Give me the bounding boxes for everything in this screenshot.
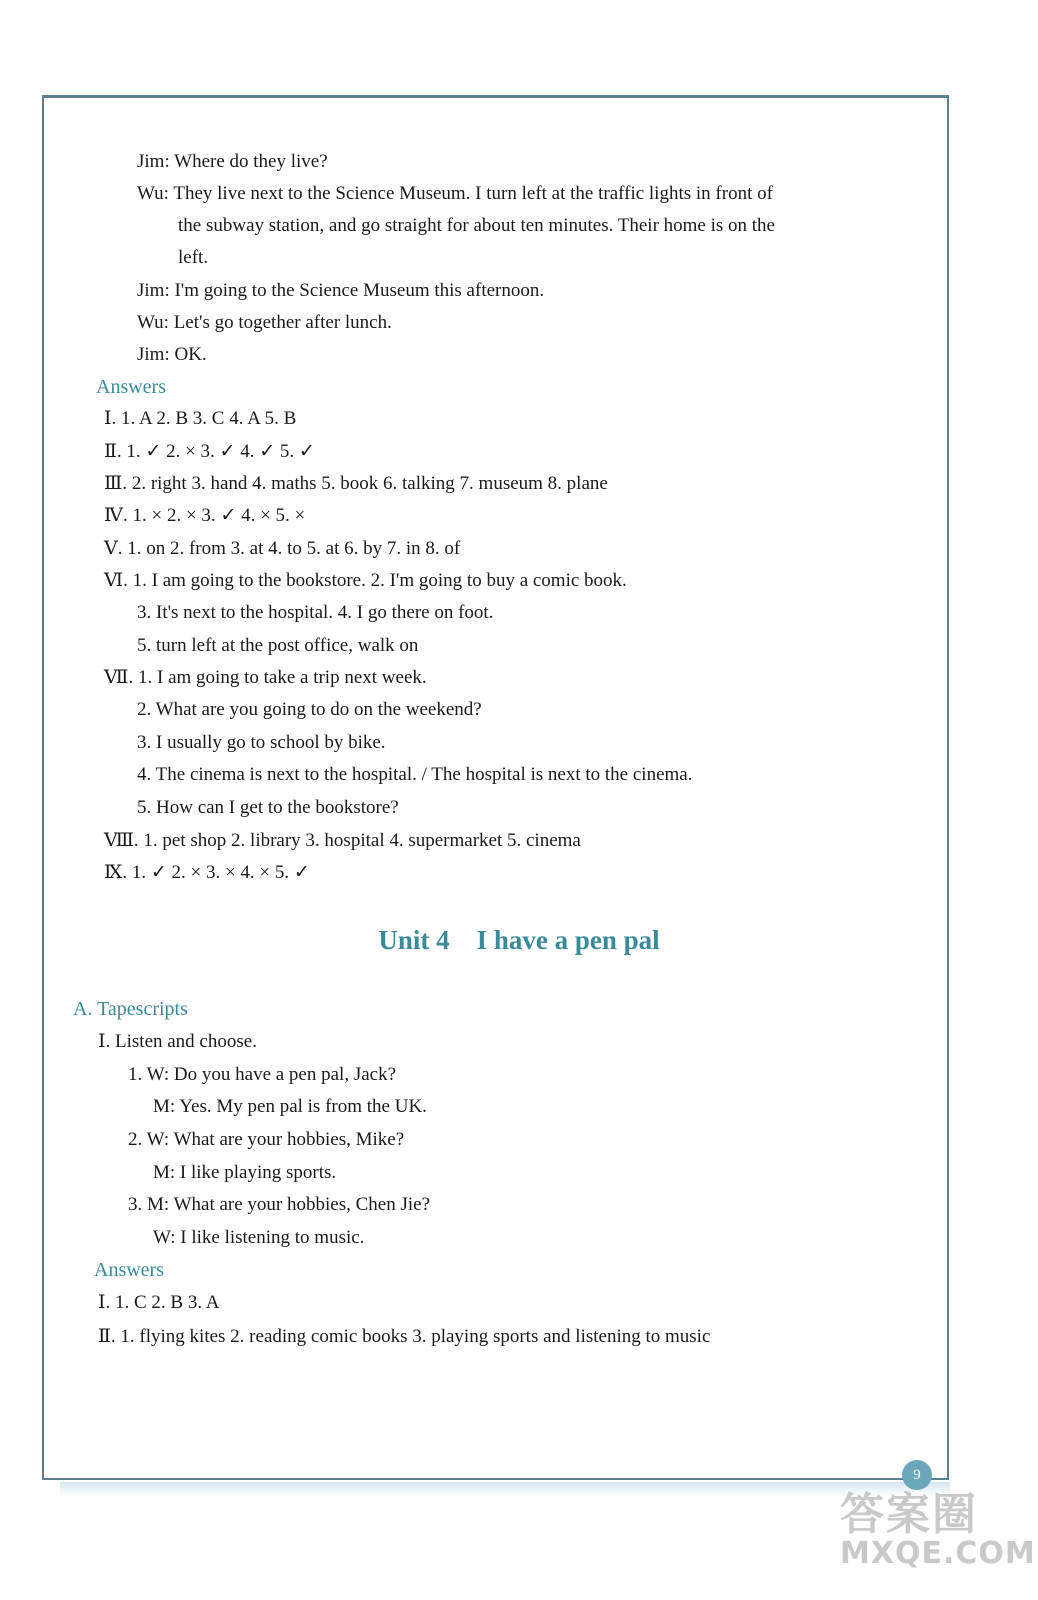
answer-line: 3. It's next to the hospital. 4. I go there on foot. — [137, 602, 494, 623]
tapescript-line: M: Yes. My pen pal is from the UK. — [153, 1096, 427, 1117]
page-shadow — [60, 1482, 950, 1496]
watermark — [840, 1478, 1036, 1571]
answer-line: Ⅱ. 1. flying kites 2. reading comic books 3. playing sports and listening to music — [98, 1326, 711, 1347]
dialogue-line: the subway station, and go straight for about ten minutes. Their home is on the — [178, 215, 775, 236]
answer-line: Ⅳ. 1. × 2. × 3. ✓ 4. × 5. × — [104, 505, 306, 526]
answers-heading: Answers — [96, 376, 166, 398]
answer-line: Ⅴ. 1. on 2. from 3. at 4. to 5. at 6. by 7. in 8. of — [104, 538, 461, 559]
watermark-logo: 答案圈 — [840, 1489, 978, 1540]
watermark-url: MXQE.COM — [840, 1536, 1036, 1571]
answer-line: 3. I usually go to school by bike. — [137, 732, 386, 753]
answer-line: Ⅶ. 1. I am going to take a trip next week. — [104, 667, 427, 688]
answer-line: Ⅰ. 1. A 2. B 3. C 4. A 5. B — [104, 408, 297, 429]
answer-line: 5. turn left at the post office, walk on — [137, 635, 419, 656]
unit-title: Unit 4 I have a pen pal — [378, 925, 660, 955]
answer-line: Ⅱ. 1. ✓ 2. × 3. ✓ 4. ✓ 5. ✓ — [104, 441, 315, 462]
dialogue-line: Jim: I'm going to the Science Museum this afternoon. — [137, 280, 545, 301]
answers-heading: Answers — [94, 1259, 164, 1281]
answer-line: 5. How can I get to the bookstore? — [137, 797, 399, 818]
tapescript-line: W: I like listening to music. — [153, 1227, 365, 1248]
dialogue-line: Jim: Where do they live? — [137, 151, 328, 172]
tapescript-line: 1. W: Do you have a pen pal, Jack? — [128, 1064, 397, 1085]
dialogue-line: Wu: Let's go together after lunch. — [137, 312, 392, 333]
section-heading: A. Tapescripts — [73, 998, 188, 1020]
tapescript-line: M: I like playing sports. — [153, 1162, 337, 1183]
answer-line: Ⅰ. 1. C 2. B 3. A — [98, 1292, 220, 1313]
answer-line: Ⅸ. 1. ✓ 2. × 3. × 4. × 5. ✓ — [104, 862, 310, 883]
answer-line: Ⅷ. 1. pet shop 2. library 3. hospital 4. supermarket 5. cinema — [104, 830, 581, 851]
answer-line: 4. The cinema is next to the hospital. / The hospital is next to the cinema. — [137, 764, 693, 785]
tapescript-line: 2. W: What are your hobbies, Mike? — [128, 1129, 405, 1150]
dialogue-line: Jim: OK. — [137, 344, 207, 365]
dialogue-line: Wu: They live next to the Science Museum. I turn left at the traffic lights in front of — [137, 183, 773, 204]
answer-line: 2. What are you going to do on the weekend? — [137, 699, 482, 720]
page-number: 9 — [902, 1460, 932, 1490]
exercise-heading: Ⅰ. Listen and choose. — [98, 1031, 257, 1052]
tapescript-line: 3. M: What are your hobbies, Chen Jie? — [128, 1194, 430, 1215]
answer-line: Ⅵ. 1. I am going to the bookstore. 2. I'm going to buy a comic book. — [104, 570, 627, 591]
answer-line: Ⅲ. 2. right 3. hand 4. maths 5. book 6. talking 7. museum 8. plane — [104, 473, 608, 494]
dialogue-line: left. — [178, 247, 209, 268]
